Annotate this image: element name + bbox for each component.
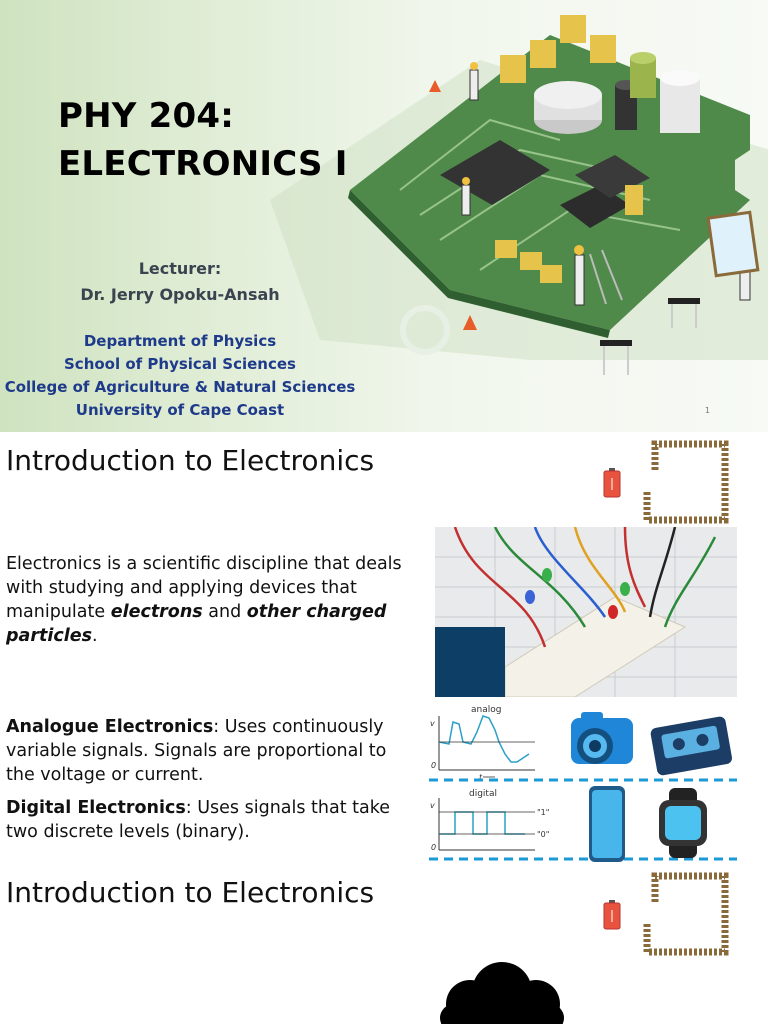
intro-text: Electronics is a scientific discipline that deals with studying and applying devices that manipulate [6,554,402,622]
analogue-label: Analogue Electronics [6,717,214,737]
course-title [58,92,348,188]
analogue-paragraph [6,715,416,787]
electrons-term: electrons [110,602,203,622]
intro-slide [0,432,768,864]
battery-icon [603,468,621,498]
intro-conjunction: and [202,602,247,622]
school-line: School of Physical Sciences [64,355,296,373]
smartphone-icon [589,786,625,862]
department-block [0,330,360,422]
analogue-text: : Uses continuously variable signals. Signals are proportional to the voltage or current. [6,717,387,785]
course-name: ELECTRONICS I [58,144,348,184]
charged-particles-term: other charged particles [6,602,387,646]
level-zero: "0" [537,830,550,839]
page-number: 1 [704,406,710,415]
digital-label: Digital Electronics [6,798,186,818]
battery-icon [603,900,621,930]
analog-digital-diagram [425,702,740,864]
intro-period: . [92,626,98,646]
level-one: "1" [537,808,550,817]
intro-slide-2 [0,864,768,1024]
axis-t: t [479,773,483,782]
lecturer-name: Dr. Jerry Opoku-Ansah [80,285,280,304]
cloud-icon [440,960,564,1024]
cassette-icon [650,716,733,776]
axis-v-analog: v [430,719,435,728]
digital-text: : Uses signals that take two discrete levels (binary). [6,798,391,842]
breadboard-photo [435,527,737,697]
smartwatch-icon [659,788,707,858]
intro-paragraph [6,552,416,648]
college-line: College of Agriculture & Natural Sciences [4,378,356,396]
department-line: Department of Physics [83,332,277,350]
lecturer-block [70,256,290,308]
camera-icon [571,712,633,764]
course-code: PHY 204: [58,96,234,136]
origin-analog: 0 [431,761,437,770]
axis-v-digital: v [430,801,435,810]
digital-title: digital [469,789,497,799]
digital-paragraph [6,796,416,844]
coil-icon [643,440,729,524]
coil-icon [643,872,729,956]
title-slide [0,0,768,432]
slide-heading: Introduction to Electronics [6,444,375,477]
university-line: University of Cape Coast [75,401,285,419]
lecturer-label: Lecturer: [138,259,222,278]
origin-digital: 0 [431,843,437,852]
slide-heading: Introduction to Electronics [6,876,375,909]
analog-title: analog [471,705,502,715]
